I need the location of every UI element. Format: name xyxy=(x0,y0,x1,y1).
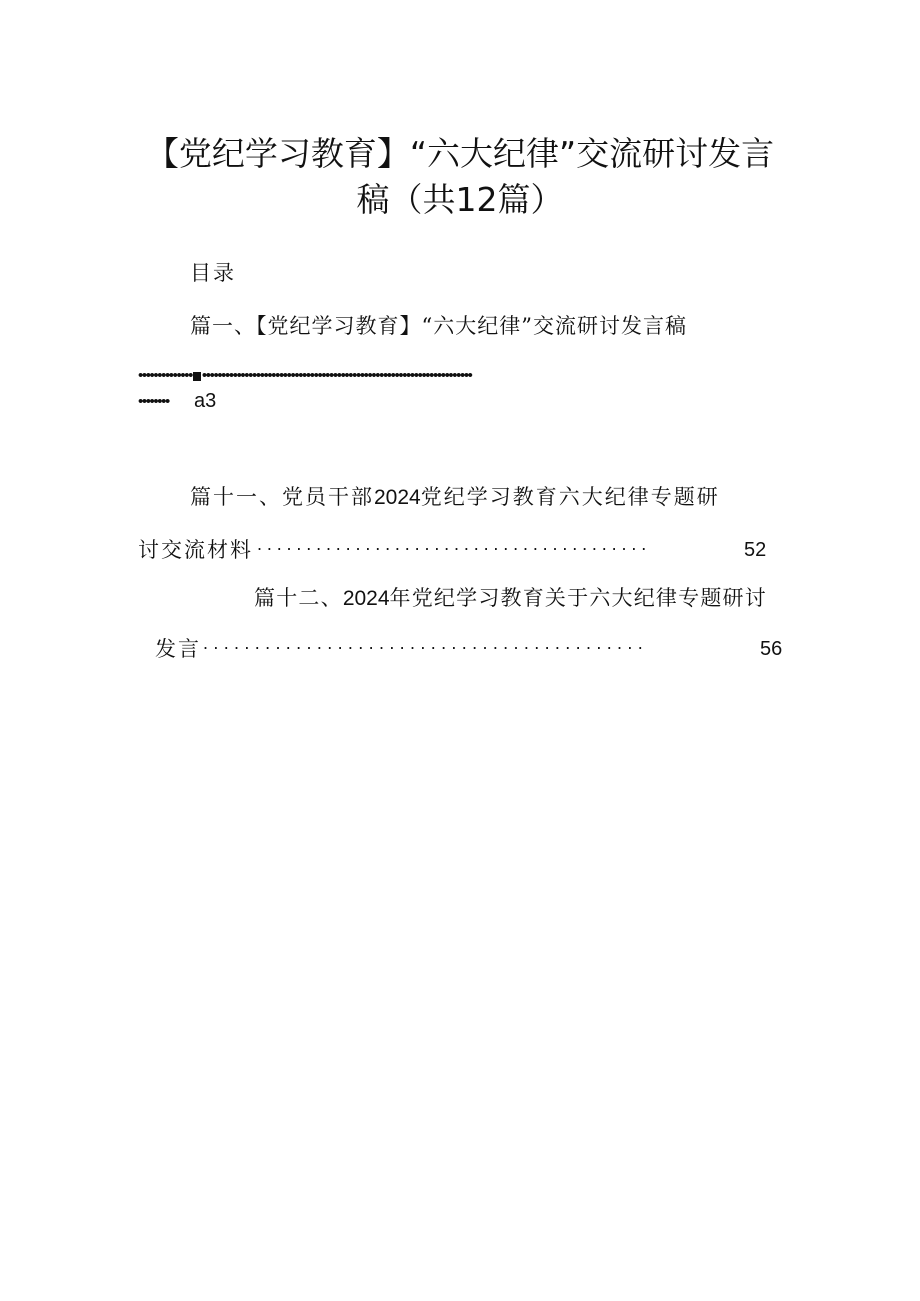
toc-entry-2-page[interactable]: 52 xyxy=(744,539,767,561)
toc-entry-2-label-line-2[interactable]: 讨交流材料 xyxy=(138,538,253,562)
toc-entry-1-leader-a: •••••••••••••• xyxy=(138,367,192,384)
toc-entry-2-label-year: 2024 xyxy=(374,486,421,509)
toc-entry-3-label-a: 篇十二、 xyxy=(254,586,343,610)
toc-entry-1-page[interactable]: a3 xyxy=(194,390,217,412)
toc-entry-1-leader-b: •••••••••••••••••••••••••••••••••••••••••••••••••••••••••••••••••••••• xyxy=(201,367,472,384)
toc-heading: 目录 xyxy=(190,261,236,285)
toc-entry-2-leader: ........................................ xyxy=(257,534,652,554)
toc-entry-2-label-a: 篇十一、党员干部 xyxy=(190,485,374,509)
toc-entry-2-label[interactable] xyxy=(190,482,720,513)
toc-entry-3-label-line-2[interactable]: 发言 xyxy=(155,637,201,661)
document-title-line-1: 【党纪学习教育】“六大纪律”交流研讨发言 xyxy=(145,134,775,173)
toc-entry-3-label[interactable] xyxy=(254,583,767,614)
toc-entry-1-label[interactable]: 篇一、【党纪学习教育】“六大纪律”交流研讨发言稿 xyxy=(190,314,687,338)
document-title-line-2: 稿（共12篇） xyxy=(356,180,564,219)
toc-entry-1-square-marker xyxy=(193,372,201,381)
toc-entry-1-leader xyxy=(138,366,788,386)
toc-entry-3-label-year: 2024 xyxy=(342,587,390,610)
toc-entry-3-label-b: 年党纪学习教育关于六大纪律专题研讨 xyxy=(389,586,767,610)
toc-entry-3-page[interactable]: 56 xyxy=(760,638,783,660)
toc-entry-3-leader: ........................................... xyxy=(203,633,649,653)
toc-entry-2-label-b: 党纪学习教育六大纪律专题研 xyxy=(420,485,720,509)
toc-entry-1-leader-line-2: •••••••• xyxy=(138,393,169,410)
